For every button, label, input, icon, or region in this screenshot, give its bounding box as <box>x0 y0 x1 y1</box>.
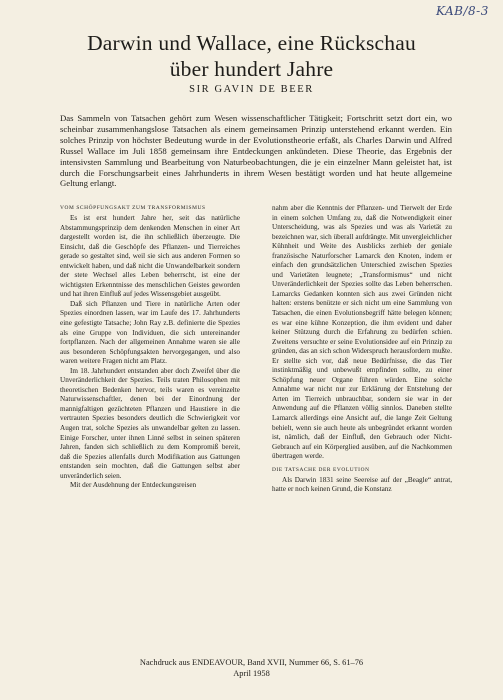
right-paragraph-2: Als Darwin 1831 seine Seereise auf der „Beagle“ antrat, hatte er noch keinen Grund, die Konstanz <box>272 475 452 494</box>
abstract-text: Das Sammeln von Tatsachen gehört zum Wesen wissenschaftlicher Tätigkeit; Fortschritt setzt dort ein, wo scheinbar zusammenhangslose Tatsachen als einem gemeinsamen Prinzip unterstehend erkannt werden. Ein solches Prinzip von höchster Bedeutung wurde in der Evolutionstheorie erfaßt, als Charles Darwin und Alfred Russel Wallace im Juli 1858 gemeinsam ihre Entdeckungen ankündeten. Diese Theorie, das Ergebnis der intensivsten Sammlung und Bearbeitung von Naturbeobachtungen, die je ein einzelner Mann geleistet hat, ist durch die Forschungsarbeit eines Jahrhunderts in ihrem Wesen bestätigt worden und hat heute allgemeine Geltung erlangt. <box>60 113 452 189</box>
left-paragraph-3: Im 18. Jahrhundert entstanden aber doch Zweifel über die Unveränderlichkeit der Spezies. Teils traten Philosophen mit theoretischen Bedenken hervor, teils waren es vereinzelte Naturwissenschaftler, denen bei der Einordnung der mannigfaltigen gezüchteten Pflanzen und Haustiere in die vertrauten Spezies besonders deutlich die Schwierigkeit vor Augen trat, solche Spezies als unwandelbar gelten zu lassen. Einige Forscher, unter ihnen Linné selbst in seinen späteren Jahren, fanden sich schließlich zu dem Kompromiß bereit, daß die Spezies allenfalls durch Modifikation aus Gattungen entstanden sein mochten, daß die Gattungen selbst aber unveränderlich seien. <box>60 366 240 480</box>
section-heading-2: DIE TATSACHE DER EVOLUTION <box>272 466 370 473</box>
right-column <box>272 204 452 495</box>
abstract <box>60 113 452 189</box>
article-title <box>0 30 503 82</box>
left-paragraph-2: Daß sich Pflanzen und Tiere in natürliche Arten oder Spezies einordnen lassen, war im Laufe des 17. Jahrhunderts eine gefestigte Tatsache; John Ray z.B. definierte die Spezies als eine Gruppe von Individuen, die sich untereinander fortpflanzen. Nach der allgemeinen Annahme waren sie alle aus besonderen Schöpfungsakten hervorgegangen, und also waren weitere Fragen nicht am Platz. <box>60 299 240 366</box>
left-column <box>60 204 240 491</box>
reprint-source: Nachdruck aus ENDEAVOUR, Band XVII, Nummer 66, S. 61–76 <box>139 658 364 667</box>
left-paragraph-1: Es ist erst hundert Jahre her, seit das natürliche Abstammungsprinzip dem denkenden Menschen in einer Art dargestellt worden ist, die ihn schließlich überzeugte. Die Einsicht, daß die Geschöpfe des Pflanzen- und Tierreiches gerade so gestaltet sind, weil sie sich aus anderen Formen so entwickelt haben, und daß nicht die Unwandelbarkeit sondern der stete Wechsel alles Leben beherrscht, ist eine der wichtigsten Erkenntnisse des menschlichen Geistes geworden und hat ihren Einfluß auf jedes Wissensgebiet ausgeübt. <box>60 214 240 299</box>
left-paragraph-4: Mit der Ausdehnung der Entdeckungsreisen <box>70 481 197 490</box>
section-heading-1: VOM SCHÖPFUNGSAKT ZUM TRANSFORMISMUS <box>60 205 206 211</box>
handwritten-note: KAB/8-3 <box>436 4 489 18</box>
title-line-2: über hundert Jahre <box>169 57 334 81</box>
reprint-note <box>0 657 503 679</box>
right-paragraph-1: nahm aber die Kenntnis der Pflanzen- und Tierwelt der Erde in einem solchen Umfang zu, daß die Notwendigkeit einer Unterscheidung, was als Spezies und was als Varietät zu bezeichnen war, sich überall aufdrängte. Mit unvergleichlicher Kühnheit und Weite des Ausblicks zerhieb der geniale französische Naturforscher Lamarck den Knoten, indem er einfach den grundsätzlichen Unterschied zwischen Spezies und Varietäten leugnete; „Transformismus“ und nicht Unveränderlichkeit der Spezies sollte das Leben beherrschen. Lamarcks Gedanken konnten sich aus zwei Gründen nicht halten: erstens benützte er sich nicht um eine Sammlung von Tatsachen, die einen Evolutionsbegriff hätte belegen können; es war eine kühne Konzeption, die ihm evident und daher keiner Stützung durch die Erfahrung zu bedürfen schien. Zweitens versuchte er seine Evolutionsidee auf ein Prinzip zu gründen, das an sich schon Widerspruch herausfordern mußte. Er stellte sich vor, daß neue Bedürfnisse, die das Tier instinktmäßig und unbewußt empfinden sollte, zu einer Schöpfung neuer Organe führen würden. Eine solche Annahme war nicht nur zur Erklärung der Entstehung der Arten im Tierreich unbrauchbar, sondern sie war in der Anwendung auf die Pflanzen völlig sinnlos. Daneben stellte Lamarck allerdings eine Ansicht auf, die lange Zeit Geltung behielt, wenn sie auch heute als unbegründet erkannt worden ist, nämlich, daß der Einfluß, den Gebrauch oder Nicht-Gebrauch auf ein Körperglied ausüben, auf die Nachkommen übertragen werde. <box>272 204 452 461</box>
reprint-date: April 1958 <box>233 669 270 678</box>
title-line-1: Darwin und Wallace, eine Rückschau <box>87 31 416 55</box>
author-name: SIR GAVIN DE BEER <box>189 84 314 95</box>
